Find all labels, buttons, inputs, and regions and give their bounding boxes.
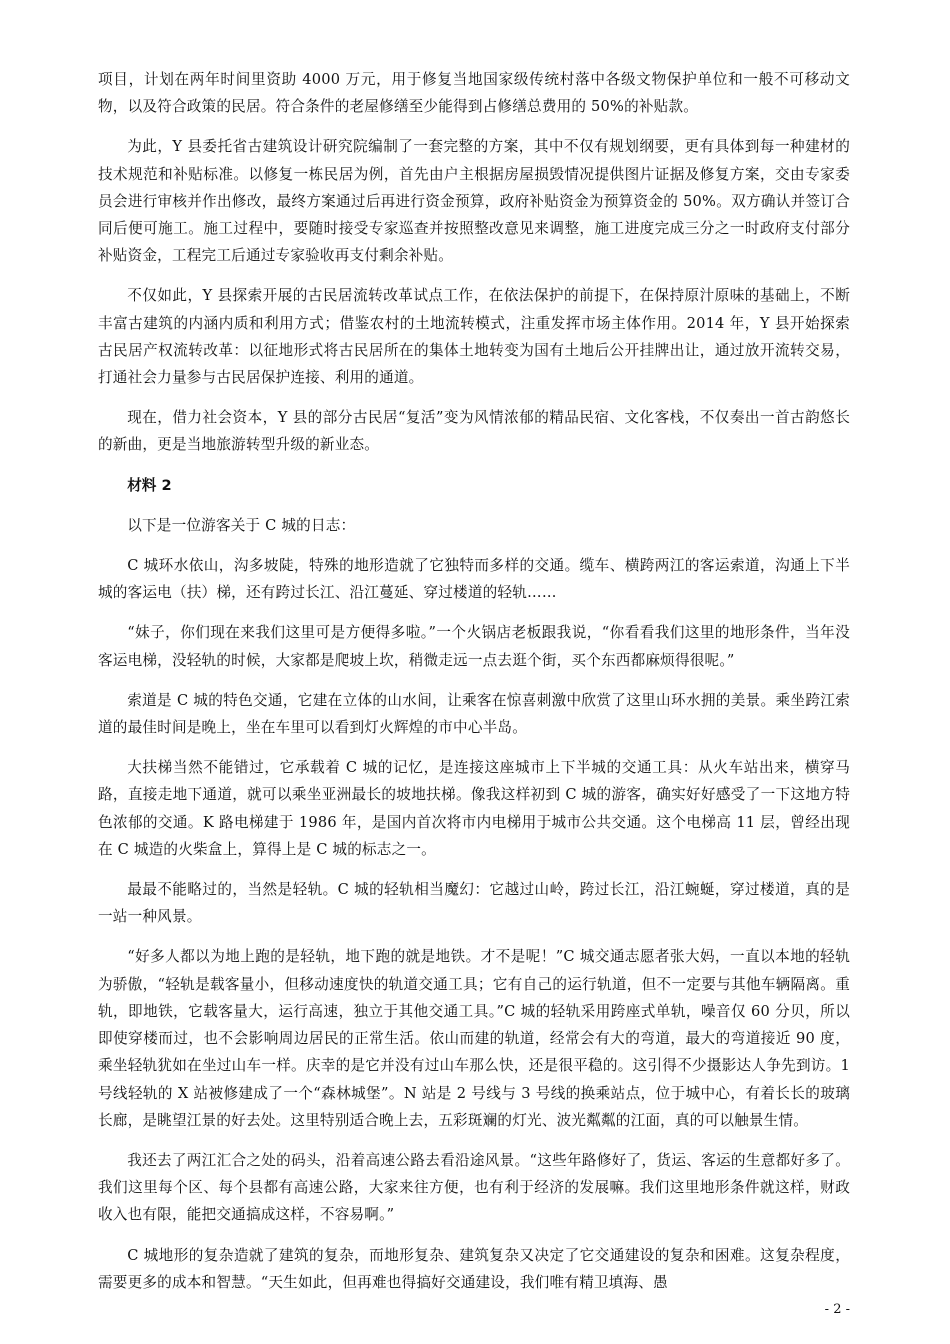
- document-page: [98, 66, 850, 1309]
- paragraph: C 城环水依山，沟多坡陡，特殊的地形造就了它独特而多样的交通。缆车、横跨两江的客运索道，沟通上下半城的客运电（扶）梯，还有跨过长江、沿江蔓延、穿过楼道的轻轨……: [98, 557, 850, 602]
- paragraph: C 城地形的复杂造就了建筑的复杂，而地形复杂、建筑复杂又决定了它交通建设的复杂和困难。这复杂程度，需要更多的成本和智慧。“天生如此，但再难也得搞好交通建设，我们唯有精卫填海、愚: [98, 1246, 850, 1291]
- paragraph: 项目，计划在两年时间里资助 4000 万元，用于修复当地国家级传统村落中各级文物保护单位和一般不可移动文物，以及符合政策的民居。符合条件的老屋修缮至少能得到占修缮总费用的 50%的补贴款。: [98, 71, 850, 116]
- paragraph: 最最不能略过的，当然是轻轨。C 城的轻轨相当魔幻：它越过山岭，跨过长江，沿江蜿蜒，穿过楼道，真的是一站一种风景。: [98, 881, 850, 926]
- paragraph: 现在，借力社会资本，Y 县的部分古民居“复活”变为风情浓郁的精品民宿、文化客栈，不仅奏出一首古韵悠长的新曲，更是当地旅游转型升级的新业态。: [98, 409, 850, 454]
- paragraph: 大扶梯当然不能错过，它承载着 C 城的记忆，是连接这座城市上下半城的交通工具：从火车站出来，横穿马路，直接走地下通道，就可以乘坐亚洲最长的坡地扶梯。像我这样初到 C 城的游客，确实好好感受了一下这地方特色浓郁的交通。K 路电梯建于 1986 年，是国内首次将市内电梯用于城市公共交通。这个电梯高 11 层，曾经出现在 C 城造的火柴盒上，算得上是 C 城的标志之一。: [98, 759, 850, 858]
- paragraph: 以下是一位游客关于 C 城的日志：: [127, 516, 356, 534]
- paragraph: “好多人都以为地上跑的是轻轨，地下跑的就是地铁。才不是呢！”C 城交通志愿者张大妈，一直以本地的轻轨为骄傲，“轻轨是载客量小，但移动速度快的轨道交通工具；它有自己的运行轨道，但不一定要与其他车辆隔离。重轨，即地铁，它载客量大，运行高速，独立于其他交通工具。”C 城的轻轨采用跨座式单轨，噪音仅 60 分贝，所以即使穿楼而过，也不会影响周边居民的正常生活。依山而建的轨道，经常会有大的弯道，最大的弯道接近 90 度，乘坐轻轨犹如在坐过山车一样。庆幸的是它并没有过山车那么快，还是很平稳的。这引得不少摄影达人争先到访。1 号线轻轨的 X 站被修建成了一个“森林城堡”。N 站是 2 号线与 3 号线的换乘站点，位于城中心，有着长长的玻璃长廊，是眺望江景的好去处。这里特别适合晚上去，五彩斑斓的灯光、波光粼粼的江面，真的可以触景生情。: [98, 948, 850, 1129]
- paragraph: 为此，Y 县委托省古建筑设计研究院编制了一套完整的方案，其中不仅有规划纲要，更有具体到每一种建材的技术规范和补贴标准。以修复一栋民居为例，首先由户主根据房屋损毁情况提供图片证据及修复方案，交由专家委员会进行审核并作出修改，最终方案通过后再进行资金预算，政府补贴资金为预算资金的 50%。双方确认并签订合同后便可施工。施工过程中，要随时接受专家巡查并按照整改意见来调整，施工进度完成三分之一时政府支付部分补贴资金，工程完工后通过专家验收再支付剩余补贴。: [98, 138, 850, 265]
- paragraph: 索道是 C 城的特色交通，它建在立体的山水间，让乘客在惊喜刺激中欣赏了这里山环水拥的美景。乘坐跨江索道的最佳时间是晚上，坐在车里可以看到灯火辉煌的市中心半岛。: [98, 691, 850, 737]
- paragraph: 不仅如此，Y 县探索开展的古民居流转改革试点工作，在依法保护的前提下，在保持原汁原味的基础上，不断丰富古建筑的内涵内质和利用方式；借鉴农村的土地流转模式，注重发挥市场主体作用。2014 年，Y 县开始探索古民居产权流转改革：以征地形式将古民居所在的集体土地转变为国有土地后公开挂牌出让，通过放开流转交易，打通社会力量参与古民居保护连接、利用的通道。: [98, 287, 850, 387]
- paragraph: “妹子，你们现在来我们这里可是方便得多啦。”一个火锅店老板跟我说，“你看看我们这里的地形条件，当年没客运电梯，没轻轨的时候，大家都是爬坡上坎，稍微走远一点去逛个街，买个东西都麻烦得很呢。”: [98, 624, 850, 669]
- section-heading-material-2: 材料 2: [127, 476, 172, 494]
- page-number: - 2 -: [824, 1302, 850, 1317]
- paragraph: 我还去了两江汇合之处的码头，沿着高速公路去看沿途风景。“这些年路修好了，货运、客运的生意都好多了。我们这里每个区、每个县都有高速公路，大家来往方便，也有利于经济的发展嘛。我们这里地形条件就这样，财政收入也有限，能把交通搞成这样，不容易啊。”: [98, 1151, 850, 1224]
